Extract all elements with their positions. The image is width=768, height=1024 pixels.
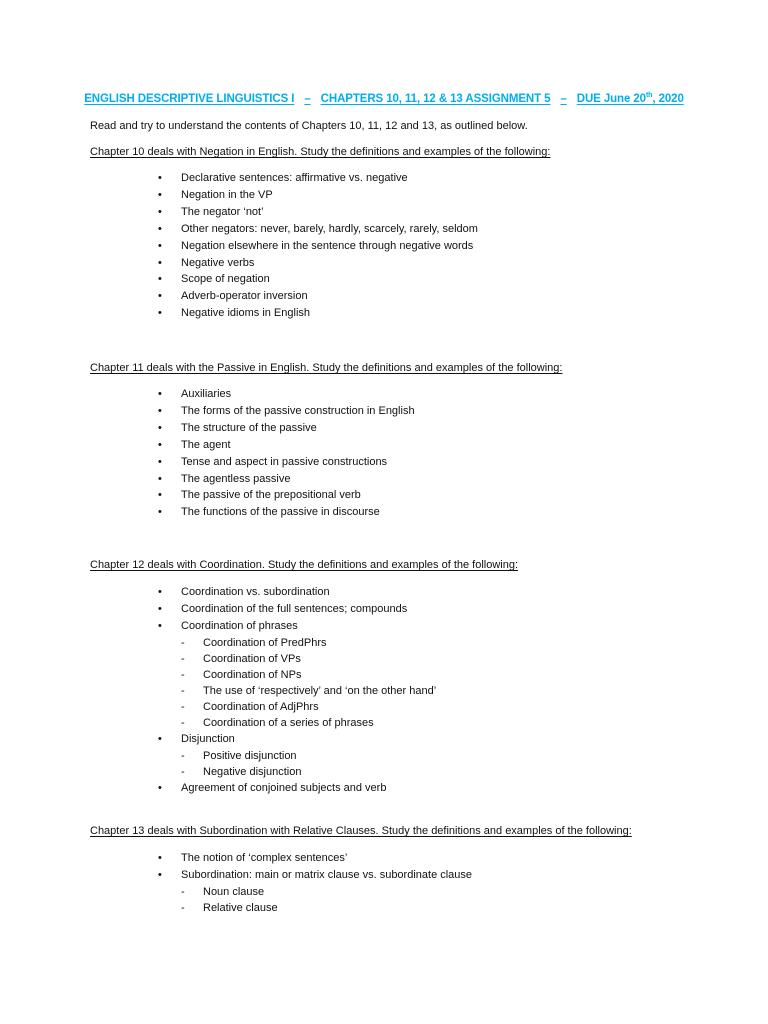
list-item <box>158 204 478 221</box>
dash-icon: - <box>181 684 185 697</box>
list-item-text: Other negators: never, barely, hardly, scarcely, rarely, seldom <box>181 222 478 235</box>
list-item <box>158 504 415 521</box>
list-item-text: Auxiliaries <box>181 388 232 400</box>
bullet-icon: • <box>158 307 162 320</box>
bullet-icon: • <box>158 239 162 252</box>
bullet-icon: • <box>158 256 162 269</box>
list-item-text: Disjunction <box>181 732 235 745</box>
bullet-icon: • <box>158 205 162 218</box>
bullet-icon: • <box>158 586 162 598</box>
list-item-text: The structure of the passive <box>181 421 317 434</box>
sub-list-item-text: Noun clause <box>203 885 265 898</box>
list-item-text: The functions of the passive in discourse <box>181 506 380 519</box>
list-item <box>158 780 436 797</box>
dash-icon: - <box>181 765 185 778</box>
dash-icon: - <box>181 749 185 762</box>
list-item <box>158 471 415 488</box>
sub-list-item-text: Relative clause <box>203 901 278 914</box>
list-item <box>158 271 478 288</box>
bullet-icon: • <box>158 868 162 881</box>
list-item <box>158 238 478 255</box>
sub-list-item <box>181 900 472 916</box>
list-item <box>158 420 415 437</box>
list-item-text: Coordination vs. subordination <box>181 586 330 598</box>
dash-icon: - <box>181 716 185 729</box>
dash-icon: - <box>181 901 185 914</box>
chapter13-heading: Chapter 13 deals with Subordination with Relative Clauses. Study the definitions and examples of the following: <box>90 825 632 837</box>
sub-list-item-text: Coordination of NPs <box>203 668 302 681</box>
list-item-text: Agreement of conjoined subjects and verb <box>181 781 387 794</box>
list-item <box>158 454 415 471</box>
list-item-text: Subordination: main or matrix clause vs. subordinate clause <box>181 868 473 881</box>
sub-list-item <box>181 635 436 651</box>
list-item <box>158 867 472 916</box>
bullet-icon: • <box>158 172 162 184</box>
list-item <box>158 601 436 618</box>
bullet-icon: • <box>158 290 162 303</box>
title-due-sup: th <box>645 92 653 99</box>
list-item <box>158 288 478 305</box>
title-course: ENGLISH DESCRIPTIVE LINGUISTICS I <box>84 92 295 105</box>
sub-list-item <box>181 651 436 667</box>
list-item-text: Negative verbs <box>181 256 255 269</box>
sub-list-item <box>181 884 472 900</box>
list-item-text: The notion of ‘complex sentences’ <box>181 852 348 864</box>
bullet-icon: • <box>158 388 162 400</box>
sub-list-item <box>181 748 436 764</box>
title-separator: – <box>560 92 567 105</box>
chapter13-list <box>158 850 472 916</box>
subordination-sublist <box>181 884 472 916</box>
list-item-text: The forms of the passive construction in English <box>181 404 415 417</box>
bullet-icon: • <box>158 506 162 519</box>
phrases-sublist <box>181 635 436 731</box>
list-item <box>158 170 478 187</box>
list-item-text: Coordination of phrases <box>181 619 298 632</box>
list-item <box>158 584 436 601</box>
title-chapters: CHAPTERS 10, 11, 12 & 13 ASSIGNMENT 5 <box>320 92 551 105</box>
bullet-icon: • <box>158 421 162 434</box>
bullet-icon: • <box>158 619 162 632</box>
list-item <box>158 437 415 454</box>
sub-list-item <box>181 699 436 715</box>
chapter11-heading: Chapter 11 deals with the Passive in English. Study the definitions and examples of the following: <box>90 362 563 374</box>
list-item-text: Negation in the VP <box>181 188 273 201</box>
sub-list-item-text: Positive disjunction <box>203 749 297 762</box>
title-due-prefix: DUE June 20 <box>576 92 646 105</box>
sub-list-item-text: Coordination of PredPhrs <box>203 636 327 649</box>
sub-list-item <box>181 764 436 780</box>
list-item-text: Adverb-operator inversion <box>181 290 308 303</box>
title-due-suffix: , 2020 <box>652 92 684 105</box>
list-item-text: Scope of negation <box>181 273 270 286</box>
list-item-text: Declarative sentences: affirmative vs. negative <box>181 172 408 184</box>
list-item <box>158 403 415 420</box>
title-separator: – <box>304 92 311 105</box>
bullet-icon: • <box>158 732 162 745</box>
chapter12-heading: Chapter 12 deals with Coordination. Study the definitions and examples of the following: <box>90 559 519 571</box>
list-item <box>158 850 472 867</box>
list-item <box>158 221 478 238</box>
list-item-text: Negation elsewhere in the sentence through negative words <box>181 239 474 252</box>
sub-list-item <box>181 683 436 699</box>
chapter11-list <box>158 386 415 521</box>
list-item <box>158 731 436 780</box>
sub-list-item-text: Coordination of a series of phrases <box>203 716 374 729</box>
list-item <box>158 386 415 403</box>
bullet-icon: • <box>158 273 162 286</box>
list-item <box>158 255 478 272</box>
sub-list-item-text: Coordination of AdjPhrs <box>203 700 319 713</box>
sub-list-item-text: Negative disjunction <box>203 765 302 778</box>
disjunction-sublist <box>181 748 436 780</box>
sub-list-item <box>181 715 436 731</box>
chapter12-list <box>158 584 436 797</box>
list-item-text: The agent <box>181 438 231 451</box>
chapter10-heading: Chapter 10 deals with Negation in English. Study the definitions and examples of the following: <box>90 146 551 158</box>
dash-icon: - <box>181 700 185 713</box>
bullet-icon: • <box>158 404 162 417</box>
bullet-icon: • <box>158 602 162 615</box>
list-item-text: Tense and aspect in passive constructions <box>181 455 388 468</box>
dash-icon: - <box>181 668 185 681</box>
intro-text: Read and try to understand the contents of Chapters 10, 11, 12 and 13, as outlined below. <box>90 120 528 132</box>
dash-icon: - <box>181 636 185 649</box>
list-item <box>158 487 415 504</box>
bullet-icon: • <box>158 781 162 794</box>
list-item <box>158 618 436 731</box>
sub-list-item-text: Coordination of VPs <box>203 652 301 665</box>
dash-icon: - <box>181 652 185 665</box>
dash-icon: - <box>181 885 185 898</box>
list-item-text: The negator ‘not’ <box>181 205 264 218</box>
bullet-icon: • <box>158 472 162 485</box>
list-item-text: The agentless passive <box>181 472 291 485</box>
list-item-text: Negative idioms in English <box>181 307 311 320</box>
list-item-text: Coordination of the full sentences; compounds <box>181 602 408 615</box>
assignment-title <box>0 92 768 105</box>
list-item <box>158 305 478 322</box>
list-item-text: The passive of the prepositional verb <box>181 489 361 502</box>
bullet-icon: • <box>158 852 162 864</box>
sub-list-item <box>181 667 436 683</box>
bullet-icon: • <box>158 455 162 468</box>
bullet-icon: • <box>158 188 162 201</box>
chapter10-list <box>158 170 478 322</box>
bullet-icon: • <box>158 222 162 235</box>
list-item <box>158 187 478 204</box>
bullet-icon: • <box>158 438 162 451</box>
bullet-icon: • <box>158 489 162 502</box>
sub-list-item-text: The use of ‘respectively’ and ‘on the other hand’ <box>203 684 437 697</box>
